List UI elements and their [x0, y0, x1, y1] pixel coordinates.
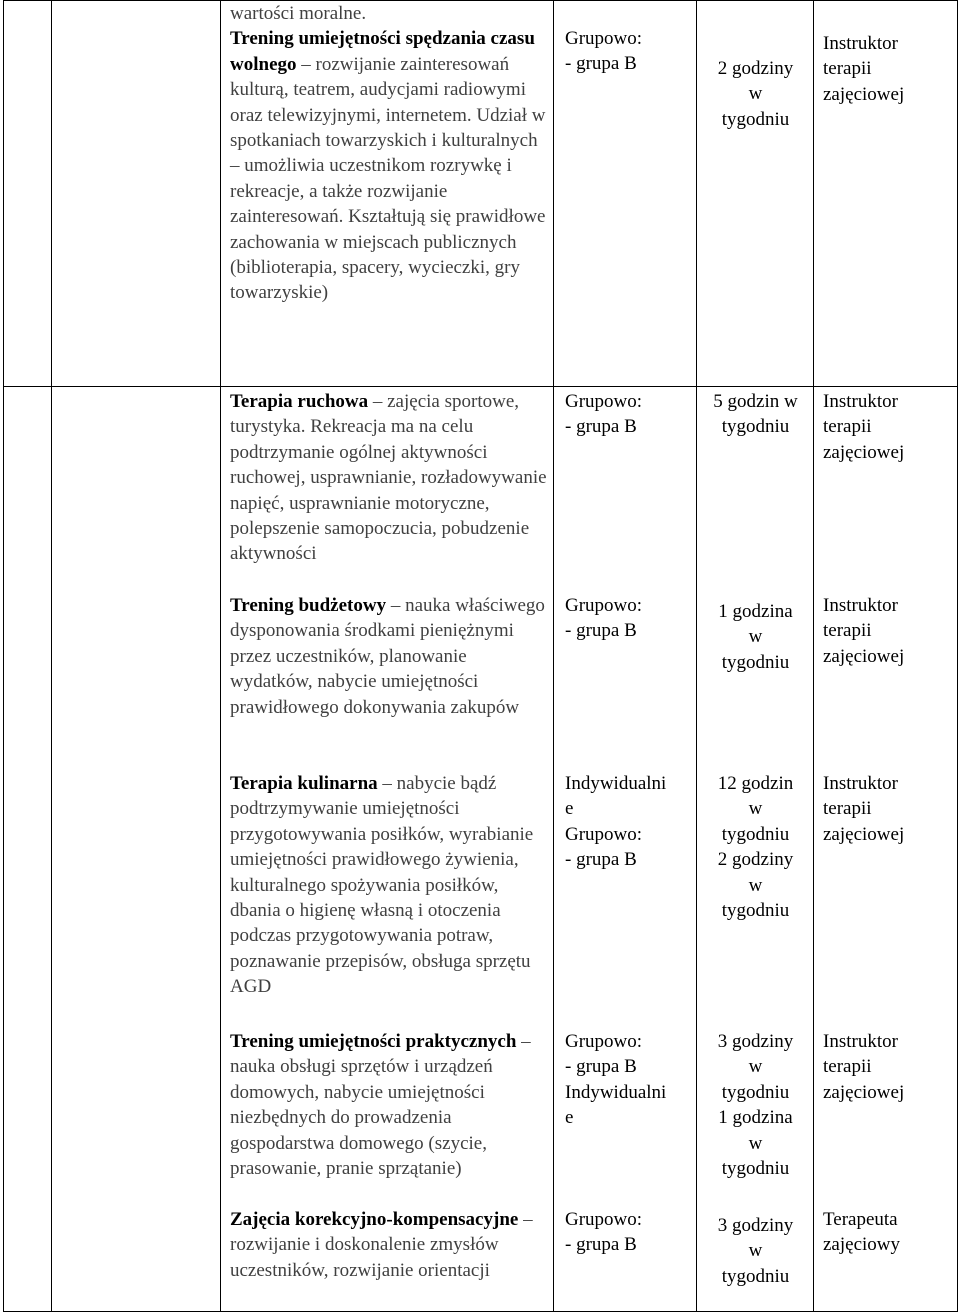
activity-description: [230, 1207, 547, 1283]
form-text: Indywidualni e Grupowo: - grupa B: [565, 773, 667, 871]
activity-text: – rozwijanie zainteresowań kulturą, teatrem, audycjami radiowymi oraz telewizyjnymi, internetem. Udział w spotkaniach towarzyskich i kulturalnych – umożliwia uczestnikom rozrywkę i rekreacje, a także rozwijanie zainteresowań. Kształtują się prawidłowe zachowania w miejscach publicznych (biblioterapia, spacery, wycieczki, gry towarzyskie): [230, 53, 546, 304]
activity-title: Trening umiejętności spędzania czasu wolnego: [230, 28, 535, 75]
person-text: Instruktor terapii zajęciowej: [823, 391, 905, 463]
time-text: 12 godzin w tygodniu 2 godziny w tygodniu: [717, 773, 794, 922]
activity-title: Terapia ruchowa: [230, 391, 369, 412]
form-text: Grupowo: - grupa B: [565, 595, 643, 642]
activity-text: – nauka obsługi sprzętów i urządzeń domowych, nabycie umiejętności niezbędnych do prowadzenia gospodarstwa domowego (szycie, prasowanie, pranie sprzątanie): [230, 1031, 531, 1180]
form-text: Grupowo: - grupa B: [565, 1209, 643, 1256]
activity-title: Trening budżetowy: [230, 595, 387, 616]
activity-title: Trening umiejętności praktycznych: [230, 1031, 517, 1052]
person-text: Instruktor terapii zajęciowej: [823, 773, 905, 845]
form-text: Grupowo: - grupa B: [565, 28, 643, 75]
activities-table: [3, 0, 958, 1312]
activity-description: [230, 593, 547, 771]
activity-description: [230, 1029, 547, 1207]
blank-cell: [4, 1, 52, 387]
form-text: Grupowo: - grupa B Indywidualni e: [565, 1031, 667, 1129]
description-cell: [221, 1, 554, 387]
activity-title: Terapia kulinarna: [230, 773, 378, 794]
person-cell: [814, 387, 958, 1312]
table-row: [4, 387, 958, 1312]
person-text: Instruktor terapii zajęciowej: [823, 595, 905, 667]
time-text: 1 godzina w tygodniu: [718, 601, 793, 673]
person-cell: [814, 1, 958, 387]
activity-description: [230, 389, 547, 593]
activity-text: – rozwijanie i doskonalenie zmysłów uczestników, rozwijanie orientacji: [230, 1209, 533, 1281]
table-row: [4, 1, 958, 387]
blank-cell: [52, 1, 221, 387]
activity-text: – nauka właściwego dysponowania środkami pieniężnymi przez uczestników, planowanie wydatków, nabycie umiejętności prawidłowego dokonywania zakupów: [230, 595, 545, 718]
form-cell: [554, 387, 697, 1312]
time-text: 2 godziny w tygodniu: [717, 58, 794, 130]
form-text: Grupowo: - grupa B: [565, 391, 643, 438]
activity-description: [230, 771, 547, 1029]
activity-title: Zajęcia korekcyjno-kompensacyjne: [230, 1209, 519, 1230]
person-text: Instruktor terapii zajęciowej: [823, 33, 905, 105]
activity-description: [230, 26, 547, 305]
time-cell: [697, 387, 814, 1312]
blank-cell: [52, 387, 221, 1312]
blank-cell: [4, 387, 52, 1312]
time-text: 5 godzin w tygodniu: [713, 391, 798, 438]
description-cell: [221, 387, 554, 1312]
time-cell: [697, 1, 814, 387]
activity-text: – zajęcia sportowe, turystyka. Rekreacja ma na celu podtrzymanie ogólnej aktywności ruchowej, usprawnianie, rozładowywanie napięć, usprawnianie motoryczne, polepszenie samopoczucia, pobudzenie aktywności: [230, 391, 547, 565]
time-text: 3 godziny w tygodniu: [717, 1215, 794, 1287]
form-cell: [554, 1, 697, 387]
activity-text: – nabycie bądź podtrzymywanie umiejętności przygotowywania posiłków, wyrabianie umiejętności prawidłowego żywienia, kulturalnego spożywania posiłków, dbania o higienę własną i otoczenia podczas przygotowywania potraw, poznawanie przepisów, obsługa sprzętu AGD: [230, 773, 534, 998]
activity-description: wartości moralne.: [230, 3, 367, 24]
person-text: Terapeuta zajęciowy: [823, 1209, 901, 1256]
person-text: Instruktor terapii zajęciowej: [823, 1031, 905, 1103]
time-text: 3 godziny w tygodniu 1 godzina w tygodniu: [717, 1031, 794, 1180]
